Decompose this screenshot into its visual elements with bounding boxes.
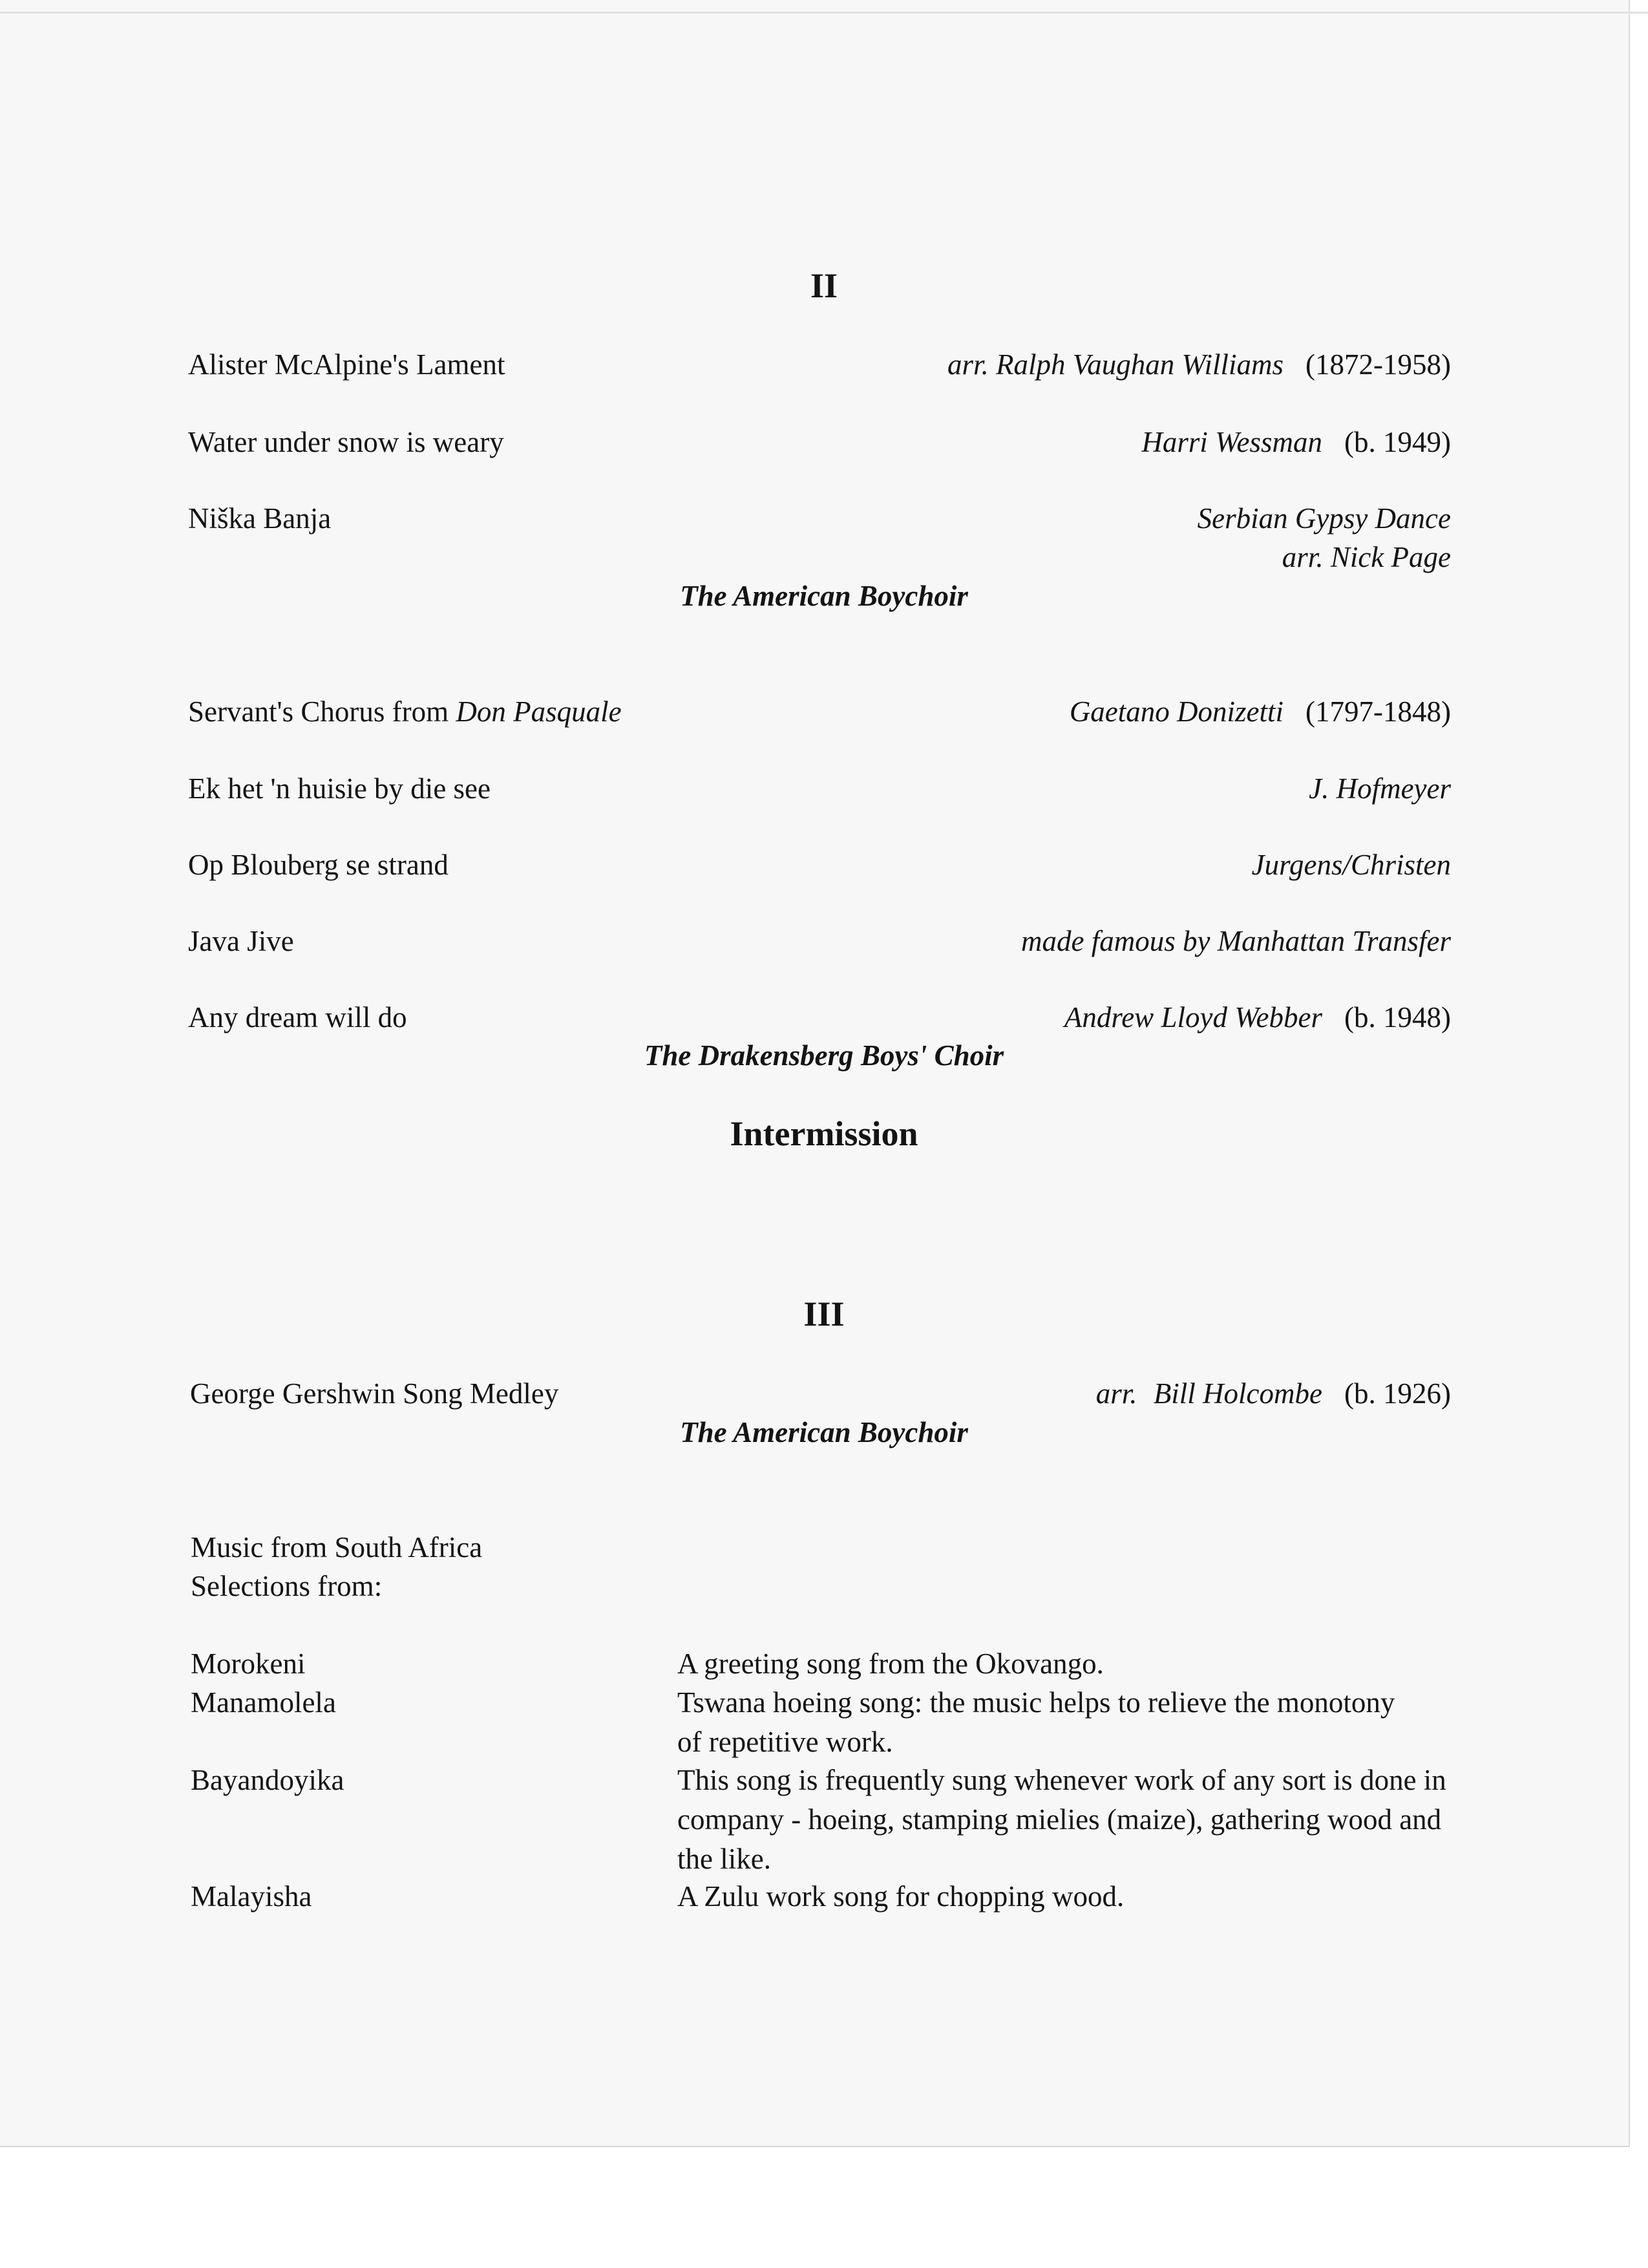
composer-name: Bill Holcombe [1153, 1377, 1323, 1410]
work-composer [1141, 423, 1451, 462]
work-composer [1096, 1374, 1451, 1414]
song-description: Tswana hoeing song: the music helps to relieve the monotony of repetitive work. [677, 1686, 1395, 1758]
work-title: Op Blouberg se strand [188, 849, 449, 881]
performer-name: The American Boychoir [680, 1416, 968, 1448]
performer-name: The Drakensberg Boys' Choir [644, 1039, 1004, 1072]
composer-name: Gaetano Donizetti [1069, 695, 1284, 728]
work-composer: made famous by Manhattan Transfer [1020, 925, 1451, 957]
work-title: Java Jive [188, 925, 294, 957]
composer-name: Andrew Lloyd Webber [1064, 1001, 1323, 1033]
song-description: This song is frequently sung whenever work of any sort is done in company - hoeing, stamping mielies (maize), gathering wood and the like. [677, 1764, 1446, 1875]
work-title: Any dream will do [188, 1001, 407, 1033]
work-title: Alister McAlpine's Lament [188, 348, 505, 381]
work-composer [1070, 692, 1451, 732]
song-name: Morokeni [191, 1648, 306, 1680]
work-title: Niška Banja [188, 502, 332, 535]
composer-name: Harri Wessman [1141, 426, 1323, 458]
work-title: Water under snow is weary [188, 426, 504, 458]
composer-dates: (b. 1948) [1344, 1001, 1451, 1033]
page-edge-line [0, 12, 1648, 14]
south-africa-subheading: Selections from: [191, 1570, 383, 1602]
work-title [188, 692, 622, 732]
work-composer [1064, 998, 1451, 1037]
opera-title: Don Pasquale [456, 695, 622, 728]
section-heading-ii: II [810, 266, 838, 305]
composer-dates: (b. 1926) [1344, 1377, 1451, 1410]
work-title: George Gershwin Song Medley [190, 1377, 559, 1410]
work-composer: Jurgens/Christen [1251, 849, 1451, 881]
composer-dates: (b. 1949) [1344, 426, 1451, 458]
composer-prefix: arr. [1095, 1377, 1137, 1410]
south-africa-heading: Music from South Africa [191, 1531, 483, 1563]
work-composer [947, 345, 1451, 385]
work-composer: Serbian Gypsy Dance [1197, 502, 1451, 535]
song-description: A greeting song from the Okovango. [677, 1648, 1104, 1680]
song-name: Bayandoyika [191, 1764, 344, 1796]
work-title: Ek het 'n huisie by die see [188, 772, 491, 805]
work-title-text: Servant's Chorus from [188, 695, 456, 728]
song-name: Malayisha [191, 1880, 312, 1913]
song-name: Manamolela [191, 1686, 336, 1719]
work-arranger: arr. Nick Page [1282, 541, 1451, 573]
work-composer: J. Hofmeyer [1309, 772, 1451, 805]
performer-name: The American Boychoir [680, 580, 968, 612]
song-description: A Zulu work song for chopping wood. [677, 1880, 1125, 1913]
composer-dates: (1797-1848) [1305, 695, 1451, 728]
composer-dates: (1872-1958) [1305, 348, 1451, 381]
composer-name: arr. Ralph Vaughan Williams [947, 348, 1284, 381]
intermission-heading: Intermission [730, 1114, 918, 1153]
section-heading-iii: III [803, 1295, 845, 1333]
